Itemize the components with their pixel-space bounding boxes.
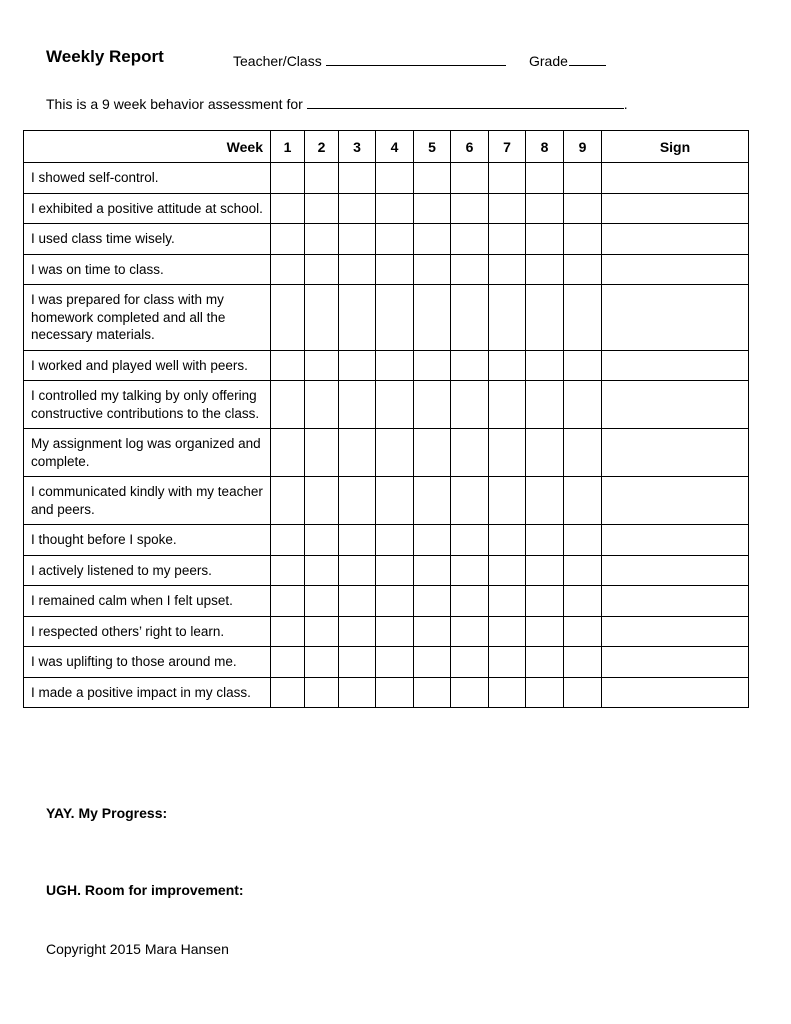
week-checkbox-cell[interactable]: [526, 647, 564, 678]
week-checkbox-cell[interactable]: [339, 555, 376, 586]
week-checkbox-cell[interactable]: [271, 525, 305, 556]
week-checkbox-cell[interactable]: [271, 429, 305, 477]
week-checkbox-cell[interactable]: [376, 616, 414, 647]
table-row: [24, 429, 749, 477]
week-checkbox-cell[interactable]: [305, 677, 339, 708]
behavior-statement: I thought before I spoke.: [24, 525, 271, 556]
week-checkbox-cell[interactable]: [564, 477, 602, 525]
week-checkbox-cell[interactable]: [414, 285, 451, 351]
week-checkbox-cell[interactable]: [564, 647, 602, 678]
week-checkbox-cell[interactable]: [339, 525, 376, 556]
behavior-statement: I was uplifting to those around me.: [24, 647, 271, 678]
week-checkbox-cell[interactable]: [414, 477, 451, 525]
table-row: [24, 254, 749, 285]
week-checkbox-cell[interactable]: [376, 193, 414, 224]
week-checkbox-cell[interactable]: [451, 224, 489, 255]
sign-cell[interactable]: [602, 429, 749, 477]
sign-cell[interactable]: [602, 477, 749, 525]
week-checkbox-cell[interactable]: [526, 350, 564, 381]
week-checkbox-cell[interactable]: [451, 677, 489, 708]
week-checkbox-cell[interactable]: [414, 525, 451, 556]
behavior-statement: I worked and played well with peers.: [24, 350, 271, 381]
table-row: [24, 350, 749, 381]
teacher-class-field: [233, 51, 506, 69]
week-checkbox-cell[interactable]: [376, 381, 414, 429]
week-checkbox-cell[interactable]: [451, 285, 489, 351]
week-checkbox-cell[interactable]: [451, 616, 489, 647]
week-checkbox-cell[interactable]: [414, 193, 451, 224]
table-row: [24, 193, 749, 224]
page-title: Weekly Report: [46, 47, 164, 66]
week-checkbox-cell[interactable]: [564, 429, 602, 477]
week-checkbox-cell[interactable]: [564, 285, 602, 351]
sign-cell[interactable]: [602, 193, 749, 224]
week-checkbox-cell[interactable]: [526, 477, 564, 525]
week-checkbox-cell[interactable]: [414, 350, 451, 381]
table-row: [24, 285, 749, 351]
copyright-text: Copyright 2015 Mara Hansen: [46, 941, 229, 957]
sign-cell[interactable]: [602, 224, 749, 255]
week-checkbox-cell[interactable]: [489, 647, 526, 678]
table-row: [24, 677, 749, 708]
table-row: [24, 525, 749, 556]
sign-header: Sign: [602, 131, 749, 163]
week-checkbox-cell[interactable]: [305, 525, 339, 556]
sign-cell[interactable]: [602, 647, 749, 678]
week-checkbox-cell[interactable]: [489, 429, 526, 477]
week-checkbox-cell[interactable]: [305, 224, 339, 255]
week-number-header: 7: [489, 131, 526, 163]
header: [46, 47, 771, 71]
week-checkbox-cell[interactable]: [376, 586, 414, 617]
behavior-statement: I was prepared for class with my homework completed and all the necessary materials.: [24, 285, 271, 351]
week-checkbox-cell[interactable]: [305, 193, 339, 224]
week-checkbox-cell[interactable]: [526, 616, 564, 647]
behavior-table: [23, 130, 749, 708]
week-number-header: 9: [564, 131, 602, 163]
week-checkbox-cell[interactable]: [376, 677, 414, 708]
week-checkbox-cell[interactable]: [451, 555, 489, 586]
behavior-statement: I communicated kindly with my teacher and peers.: [24, 477, 271, 525]
week-checkbox-cell[interactable]: [564, 586, 602, 617]
week-checkbox-cell[interactable]: [339, 350, 376, 381]
week-checkbox-cell[interactable]: [414, 586, 451, 617]
week-checkbox-cell[interactable]: [271, 477, 305, 525]
week-checkbox-cell[interactable]: [414, 677, 451, 708]
behavior-statement: I made a positive impact in my class.: [24, 677, 271, 708]
week-number-header: 4: [376, 131, 414, 163]
week-checkbox-cell[interactable]: [305, 285, 339, 351]
behavior-statement: I showed self-control.: [24, 163, 271, 194]
sign-cell[interactable]: [602, 616, 749, 647]
week-checkbox-cell[interactable]: [451, 429, 489, 477]
week-checkbox-cell[interactable]: [376, 350, 414, 381]
week-checkbox-cell[interactable]: [526, 429, 564, 477]
table-row: [24, 555, 749, 586]
table-row: [24, 477, 749, 525]
week-checkbox-cell[interactable]: [564, 616, 602, 647]
week-checkbox-cell[interactable]: [376, 555, 414, 586]
teacher-class-blank[interactable]: [326, 51, 506, 66]
sign-cell[interactable]: [602, 677, 749, 708]
week-checkbox-cell[interactable]: [414, 224, 451, 255]
week-checkbox-cell[interactable]: [305, 429, 339, 477]
week-checkbox-cell[interactable]: [339, 254, 376, 285]
sign-cell[interactable]: [602, 350, 749, 381]
week-checkbox-cell[interactable]: [489, 285, 526, 351]
week-checkbox-cell[interactable]: [451, 193, 489, 224]
week-checkbox-cell[interactable]: [564, 193, 602, 224]
week-checkbox-cell[interactable]: [526, 254, 564, 285]
week-checkbox-cell[interactable]: [564, 350, 602, 381]
assessment-line: [46, 94, 628, 112]
week-checkbox-cell[interactable]: [489, 477, 526, 525]
week-checkbox-cell[interactable]: [414, 555, 451, 586]
week-checkbox-cell[interactable]: [339, 616, 376, 647]
assessment-name-blank[interactable]: [307, 94, 624, 109]
week-checkbox-cell[interactable]: [305, 647, 339, 678]
week-checkbox-cell[interactable]: [451, 254, 489, 285]
week-checkbox-cell[interactable]: [376, 254, 414, 285]
sign-cell[interactable]: [602, 285, 749, 351]
week-number-header: 2: [305, 131, 339, 163]
week-checkbox-cell[interactable]: [564, 677, 602, 708]
week-checkbox-cell[interactable]: [339, 163, 376, 194]
table-row: [24, 224, 749, 255]
week-checkbox-cell[interactable]: [339, 429, 376, 477]
progress-label: YAY. My Progress:: [46, 805, 168, 821]
sign-cell[interactable]: [602, 163, 749, 194]
behavior-statement: I respected others’ right to learn.: [24, 616, 271, 647]
week-checkbox-cell[interactable]: [271, 647, 305, 678]
table-body: [24, 163, 749, 708]
week-checkbox-cell[interactable]: [339, 193, 376, 224]
week-checkbox-cell[interactable]: [526, 285, 564, 351]
week-checkbox-cell[interactable]: [271, 193, 305, 224]
week-checkbox-cell[interactable]: [489, 616, 526, 647]
week-checkbox-cell[interactable]: [489, 163, 526, 194]
week-checkbox-cell[interactable]: [489, 586, 526, 617]
week-checkbox-cell[interactable]: [376, 163, 414, 194]
week-checkbox-cell[interactable]: [451, 477, 489, 525]
week-checkbox-cell[interactable]: [489, 555, 526, 586]
behavior-statement: I used class time wisely.: [24, 224, 271, 255]
week-header: Week: [24, 131, 271, 163]
week-checkbox-cell[interactable]: [451, 586, 489, 617]
week-number-header: 8: [526, 131, 564, 163]
week-checkbox-cell[interactable]: [414, 163, 451, 194]
week-checkbox-cell[interactable]: [489, 350, 526, 381]
week-checkbox-cell[interactable]: [376, 429, 414, 477]
week-checkbox-cell[interactable]: [376, 525, 414, 556]
week-checkbox-cell[interactable]: [451, 525, 489, 556]
week-checkbox-cell[interactable]: [376, 285, 414, 351]
week-checkbox-cell[interactable]: [305, 254, 339, 285]
week-checkbox-cell[interactable]: [414, 254, 451, 285]
table-row: [24, 163, 749, 194]
week-checkbox-cell[interactable]: [526, 193, 564, 224]
sign-cell[interactable]: [602, 525, 749, 556]
week-checkbox-cell[interactable]: [271, 555, 305, 586]
assessment-label: This is a 9 week behavior assessment for: [46, 96, 303, 112]
grade-blank[interactable]: [569, 51, 606, 66]
week-checkbox-cell[interactable]: [414, 647, 451, 678]
week-checkbox-cell[interactable]: [376, 224, 414, 255]
improvement-label: UGH. Room for improvement:: [46, 882, 244, 898]
week-checkbox-cell[interactable]: [305, 350, 339, 381]
week-checkbox-cell[interactable]: [271, 224, 305, 255]
week-checkbox-cell[interactable]: [564, 254, 602, 285]
behavior-statement: I controlled my talking by only offering constructive contributions to the class.: [24, 381, 271, 429]
week-checkbox-cell[interactable]: [339, 677, 376, 708]
week-checkbox-cell[interactable]: [564, 555, 602, 586]
week-checkbox-cell[interactable]: [305, 163, 339, 194]
week-checkbox-cell[interactable]: [339, 224, 376, 255]
week-checkbox-cell[interactable]: [489, 677, 526, 708]
week-checkbox-cell[interactable]: [271, 285, 305, 351]
table-row: [24, 381, 749, 429]
week-checkbox-cell[interactable]: [305, 555, 339, 586]
assessment-period: .: [623, 96, 628, 112]
behavior-statement: I was on time to class.: [24, 254, 271, 285]
week-checkbox-cell[interactable]: [339, 381, 376, 429]
week-checkbox-cell[interactable]: [526, 163, 564, 194]
week-checkbox-cell[interactable]: [414, 429, 451, 477]
week-checkbox-cell[interactable]: [339, 477, 376, 525]
week-number-header: 5: [414, 131, 451, 163]
behavior-statement: I remained calm when I felt upset.: [24, 586, 271, 617]
week-checkbox-cell[interactable]: [564, 224, 602, 255]
week-checkbox-cell[interactable]: [489, 381, 526, 429]
behavior-statement: My assignment log was organized and complete.: [24, 429, 271, 477]
week-checkbox-cell[interactable]: [271, 381, 305, 429]
week-checkbox-cell[interactable]: [451, 381, 489, 429]
table-row: [24, 616, 749, 647]
week-checkbox-cell[interactable]: [489, 224, 526, 255]
week-checkbox-cell[interactable]: [271, 163, 305, 194]
grade-label: Grade: [529, 53, 568, 69]
week-checkbox-cell[interactable]: [451, 350, 489, 381]
week-checkbox-cell[interactable]: [376, 477, 414, 525]
week-number-header: 1: [271, 131, 305, 163]
week-checkbox-cell[interactable]: [489, 525, 526, 556]
week-checkbox-cell[interactable]: [526, 677, 564, 708]
week-checkbox-cell[interactable]: [526, 381, 564, 429]
week-checkbox-cell[interactable]: [305, 586, 339, 617]
week-checkbox-cell[interactable]: [414, 616, 451, 647]
grade-field: [529, 51, 606, 69]
week-checkbox-cell[interactable]: [526, 525, 564, 556]
week-checkbox-cell[interactable]: [271, 586, 305, 617]
sign-cell[interactable]: [602, 555, 749, 586]
week-checkbox-cell[interactable]: [339, 586, 376, 617]
week-checkbox-cell[interactable]: [564, 525, 602, 556]
week-checkbox-cell[interactable]: [271, 350, 305, 381]
week-checkbox-cell[interactable]: [271, 616, 305, 647]
week-checkbox-cell[interactable]: [564, 381, 602, 429]
week-checkbox-cell[interactable]: [271, 254, 305, 285]
week-checkbox-cell[interactable]: [564, 163, 602, 194]
table-row: [24, 586, 749, 617]
week-checkbox-cell[interactable]: [414, 381, 451, 429]
week-checkbox-cell[interactable]: [305, 616, 339, 647]
week-checkbox-cell[interactable]: [339, 647, 376, 678]
week-number-header: 3: [339, 131, 376, 163]
week-checkbox-cell[interactable]: [376, 647, 414, 678]
sign-cell[interactable]: [602, 381, 749, 429]
week-checkbox-cell[interactable]: [489, 193, 526, 224]
week-number-header: 6: [451, 131, 489, 163]
week-checkbox-cell[interactable]: [526, 224, 564, 255]
behavior-statement: I actively listened to my peers.: [24, 555, 271, 586]
week-checkbox-cell[interactable]: [271, 677, 305, 708]
behavior-statement: I exhibited a positive attitude at school.: [24, 193, 271, 224]
sign-cell[interactable]: [602, 586, 749, 617]
table-header-row: [24, 131, 749, 163]
week-checkbox-cell[interactable]: [305, 381, 339, 429]
week-checkbox-cell[interactable]: [339, 285, 376, 351]
week-checkbox-cell[interactable]: [526, 555, 564, 586]
teacher-class-label: Teacher/Class: [233, 53, 322, 69]
week-checkbox-cell[interactable]: [451, 647, 489, 678]
week-checkbox-cell[interactable]: [489, 254, 526, 285]
table-row: [24, 647, 749, 678]
week-checkbox-cell[interactable]: [451, 163, 489, 194]
sign-cell[interactable]: [602, 254, 749, 285]
week-checkbox-cell[interactable]: [305, 477, 339, 525]
week-checkbox-cell[interactable]: [526, 586, 564, 617]
